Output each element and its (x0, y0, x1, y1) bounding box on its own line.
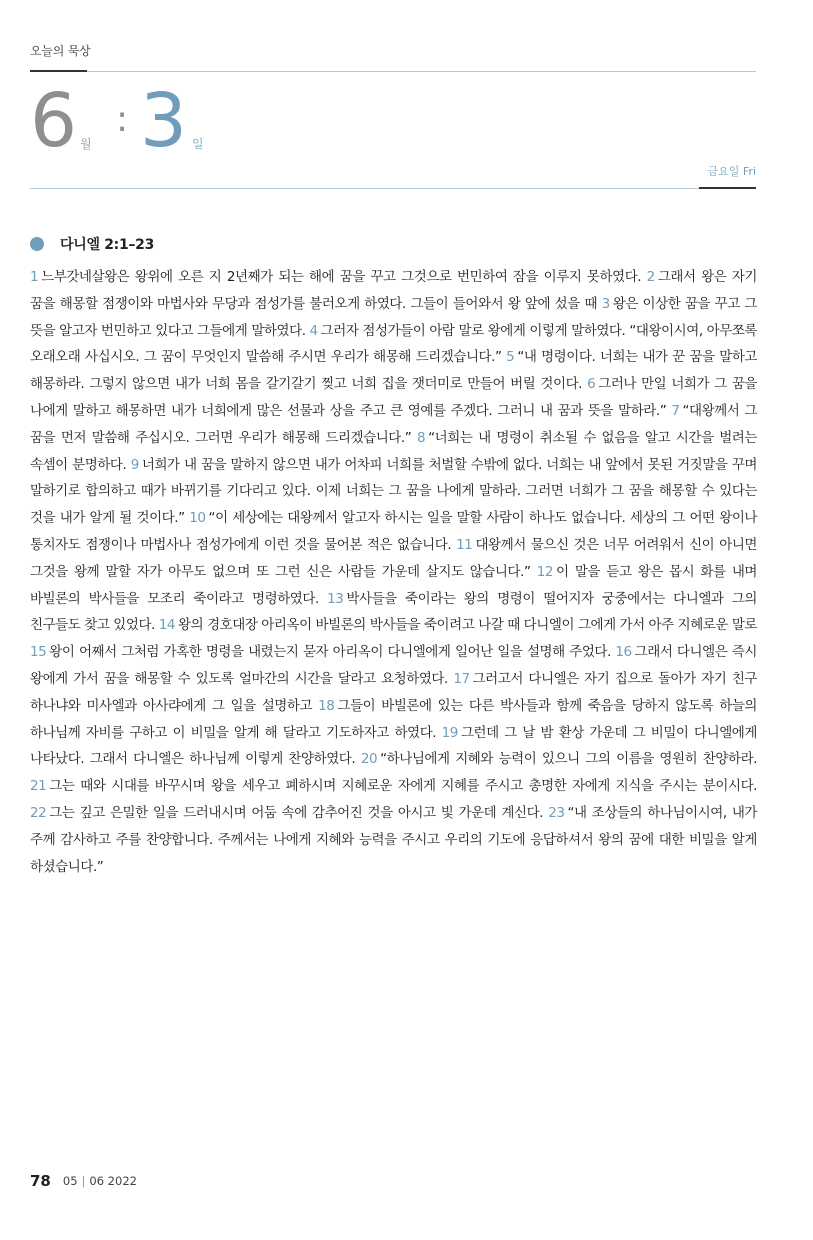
verse-number: 12 (536, 563, 554, 580)
page-number: 78 (30, 1172, 51, 1190)
verse-text: 그는 때와 시대를 바꾸시며 왕을 세우고 폐하시며 지혜로운 자에게 지혜를 주시고 총명한 자에게 지식을 주시는 분이시다. (49, 778, 757, 795)
issue-month: 05 (62, 1174, 78, 1188)
verse-text: 그래서 왕은 자기 꿈을 해몽할 점쟁이와 마법사와 무당과 점성가를 불러오게 하였다. 그들이 들어와서 왕 앞에 섰을 때 (30, 269, 757, 312)
verse-text: 그래서 다니엘은 즉시 왕에게 가서 꿈을 해몽할 수 있도록 얼마간의 시간을 달라고 요청하였다. (30, 644, 757, 687)
verse-text: 그러자 점성가들이 아람 말로 왕에게 이렇게 말하였다. “대왕이시여, 아무쪼록 오래오래 사십시오. 그 꿈이 무엇인지 말씀해 주시면 우리가 해몽해 드리겠습니다.” (30, 322, 757, 366)
verse-text: “하나님에게 지혜와 능력이 있으니 그의 이름을 영원히 찬양하라. (380, 751, 757, 768)
verse-number: 14 (158, 617, 176, 634)
verse-number: 8 (416, 429, 426, 446)
day-number: 3 (140, 78, 188, 164)
verse-text: 왕은 이상한 꿈을 꾸고 그 뜻을 알고자 번민하고 있다고 그들에게 말하였다. (30, 295, 757, 339)
scripture-text (30, 264, 757, 880)
verse-number: 1 (30, 269, 39, 285)
issue-year: 06 2022 (89, 1174, 137, 1188)
verse-text: 느부갓네살왕은 왕위에 오른 지 2년째가 되는 해에 꿈을 꾸고 그것으로 번민하여 잠을 이루지 못하였다. (41, 269, 642, 285)
verse-text: 왕이 어째서 그처럼 가혹한 명령을 내렸는지 묻자 아리옥이 다니엘에게 일어난 일을 설명해 주었다. (49, 644, 611, 661)
verse-number: 19 (441, 724, 458, 741)
passage-reference: 다니엘 2:1–23 (60, 237, 155, 253)
verse-text: “너희는 내 명령이 취소될 수 없음을 알고 시간을 벌려는 속셈이 분명하다. (30, 429, 757, 473)
verse-text: 너희가 내 꿈을 말하지 않으면 내가 어차피 너희를 처벌할 수밖에 없다. 너희는 내 앞에서 못된 거짓말을 꾸며 말하기로 합의하고 때가 바뀌기를 기다리고 있다. 이제 너희는 그 꿈을 나에게 말하라. 그러면 너희가 그 꿈을 해몽할 수 있다는 것을 내가 알게 될 것이다.” (30, 456, 758, 527)
verse-number: 20 (360, 751, 378, 768)
page-footer (30, 1172, 137, 1190)
verse-number: 13 (327, 590, 344, 607)
issue-date (63, 1174, 137, 1188)
month-number: 6 (30, 78, 78, 164)
verse-text: 그는 깊고 은밀한 일을 드러내시며 어둠 속에 감추어진 것을 아시고 빛 가운데 계신다. (49, 804, 544, 821)
verse-text: 왕의 경호대장 아리옥이 바빌론의 박사들을 죽이려고 나갈 때 다니엘이 그에게 가서 아주 지혜로운 말로 (178, 617, 758, 634)
verse-text: 이 말을 듣고 왕은 몹시 화를 내며 바빌론의 박사들을 모조리 죽이라고 명령하였다. (30, 563, 758, 607)
verse-text: 그러고서 다니엘은 자기 집으로 돌아가 자기 친구 하나냐와 미사엘과 아사랴에게 그 일을 설명하고 (30, 670, 757, 714)
month-unit: 월 (80, 137, 92, 151)
verse-number: 17 (453, 670, 470, 687)
verse-number: 7 (671, 402, 680, 419)
verse-number: 22 (30, 804, 47, 821)
verse-number: 16 (615, 644, 632, 661)
verse-number: 9 (130, 456, 139, 473)
day-unit: 일 (192, 137, 204, 151)
verse-number: 15 (30, 644, 47, 661)
weekday-underline (699, 187, 756, 189)
passage-heading (30, 234, 154, 254)
verse-number: 11 (456, 536, 473, 553)
verse-number: 21 (30, 778, 47, 795)
verse-number: 10 (189, 510, 206, 527)
section-underline (30, 70, 87, 72)
issue-separator: | (81, 1174, 86, 1188)
verse-text: 그들이 바빌론에 있는 다른 박사들과 함께 죽음을 당하지 않도록 하늘의 하나님께 자비를 구하고 이 비밀을 알게 해 달라고 기도하자고 하였다. (30, 697, 758, 741)
verse-number: 6 (587, 376, 596, 393)
header-rule (30, 188, 699, 189)
date-colon: : (116, 99, 129, 140)
verse-text: 그러나 만일 너희가 그 꿈을 나에게 말하고 해몽하면 내가 너희에게 많은 선물과 상을 주고 큰 영예를 주겠다. 그러니 내 꿈과 뜻을 말하라.” (30, 376, 758, 419)
top-rule (87, 71, 756, 72)
verse-number: 4 (309, 322, 318, 339)
verse-text: “내 명령이다. 너희는 내가 꾼 꿈을 말하고 해몽하라. 그렇지 않으면 내가 너희 몸을 갈기갈기 찢고 너희 집을 잿더미로 만들어 버릴 것이다. (30, 349, 758, 393)
verse-number: 23 (548, 804, 565, 821)
verse-text: “대왕께서 그 꿈을 먼저 말씀해 주십시오. 그러면 우리가 해몽해 드리겠습니다.” (30, 402, 757, 446)
section-label: 오늘의 묵상 (30, 44, 91, 58)
bullet-dot-icon (30, 237, 44, 251)
verse-number: 5 (506, 349, 515, 366)
verse-text: 그런데 그 날 밤 환상 가운데 그 비밀이 다니엘에게 나타났다. 그래서 다니엘은 하나님께 이렇게 찬양하였다. (30, 724, 757, 768)
verse-text: “이 세상에는 대왕께서 알고자 하시는 일을 말할 사람이 하나도 없습니다. 세상의 그 어떤 왕이나 통치자도 점쟁이나 마법사나 점성가에게 이런 것을 물어본 적은 없습니다. (30, 510, 758, 553)
verse-text: 박사들을 죽이라는 왕의 명령이 떨어지자 궁중에서는 다니엘과 그의 친구들도 찾고 있었다. (30, 590, 757, 634)
verse-number: 3 (601, 295, 610, 312)
weekday-label: 금요일 Fri (707, 165, 756, 178)
verse-number: 18 (318, 697, 335, 714)
verse-text: 대왕께서 물으신 것은 너무 어려워서 신이 아니면 그것을 왕께 말할 자가 아무도 없으며 또 그런 신은 사람들 가운데 살지도 않습니다.” (30, 536, 757, 580)
verse-text: “내 조상들의 하나님이시여, 내가 주께 감사하고 주를 찬양합니다. 주께서는 나에게 지혜와 능력을 주시고 우리의 기도에 응답하셔서 왕의 꿈에 대한 비밀을 알게 하셨습니다.” (30, 804, 758, 875)
verse-number: 2 (646, 269, 655, 285)
